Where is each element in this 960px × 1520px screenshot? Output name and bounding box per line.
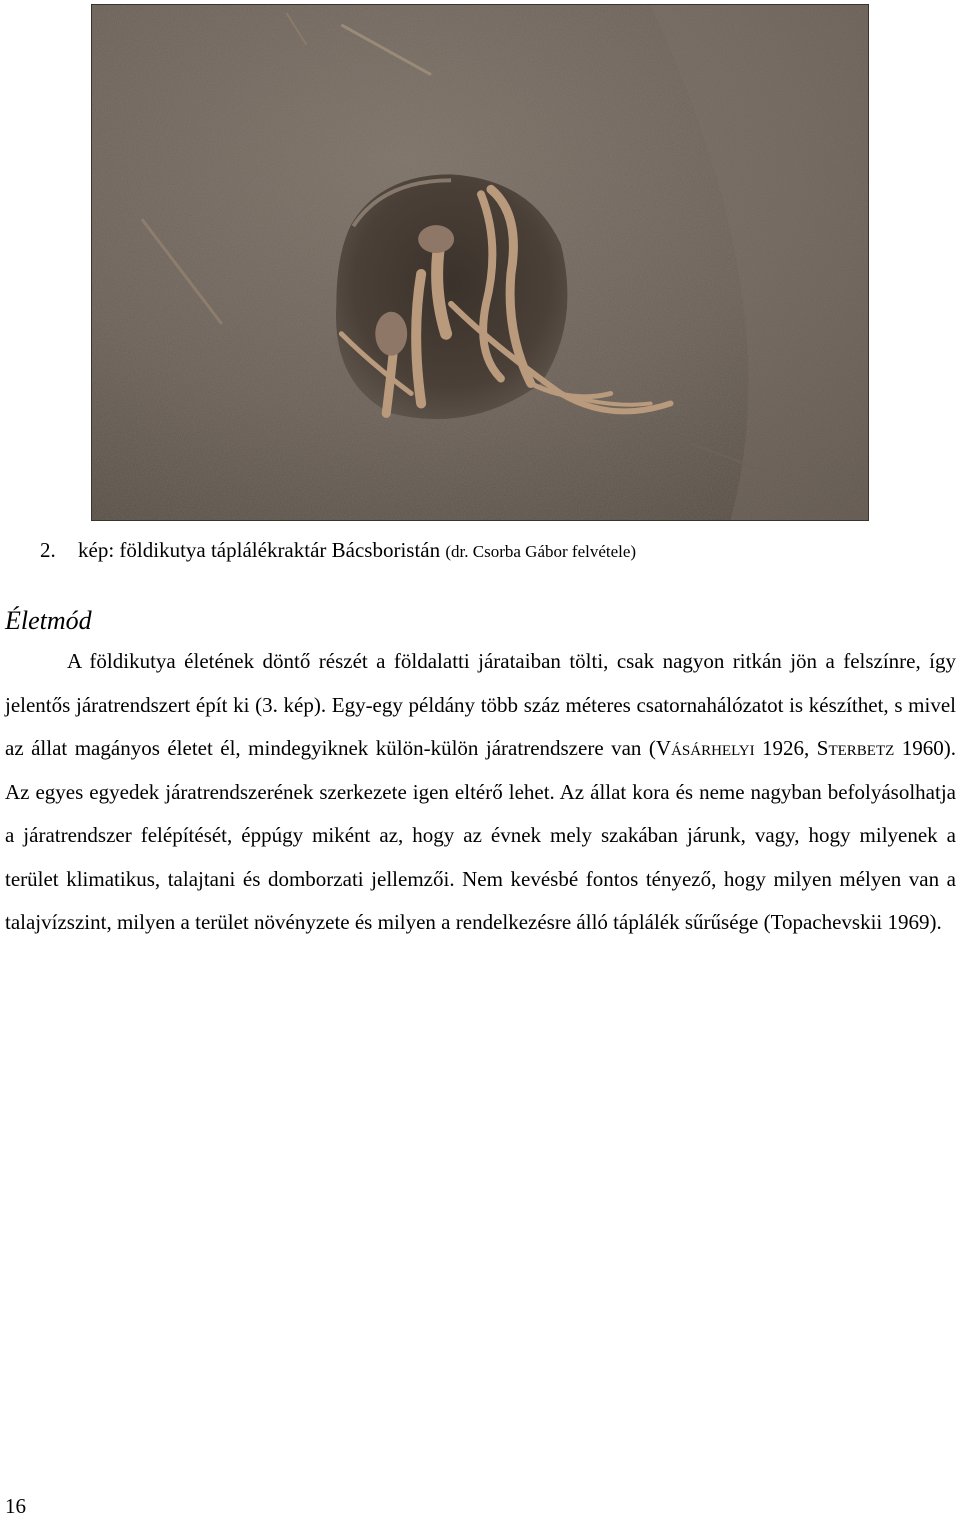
soil-burrow-image (92, 5, 868, 520)
citation-author-2: Sterbetz (816, 736, 895, 760)
figure-photo (91, 4, 869, 521)
caption-text: kép: földikutya táplálékraktár Bácsboristán (78, 538, 441, 562)
section-heading: Életmód (5, 606, 92, 635)
figure-caption (40, 536, 636, 566)
citation-year-1: 1926, (754, 736, 817, 760)
citation-author-1: Vásárhelyi (655, 736, 755, 760)
page-number: 16 (5, 1494, 26, 1518)
body-paragraph (5, 640, 956, 945)
paragraph-part-1: A földikutya életének döntő részét a földalatti járataiban tölti, csak nagyon ritkán jön a felszínre, így jelentős járatrendszert épít ki (3. kép). Egy-egy példány több száz méteres csatornahálózatot is készíthet, s mivel az állat magányos életet él, mindegyiknek külön-külön járatrendszere van ( (5, 649, 956, 760)
paragraph-part-2: 1960). Az egyes egyedek járatrendszerének szerkezete igen eltérő lehet. Az állat kora és neme nagyban befolyásolhatja a járatrendszer felépítését, éppúgy miként az, hogy az évnek mely szakában járunk, vagy, hogy milyenek a terület klimatikus, talajtani és domborzati jellemzői. Nem kevésbé fontos tényező, hogy milyen mélyen van a talajvízszint, milyen a terület növényzete és milyen a rendelkezésre álló táplálék sűrűsége (Topachevskii 1969). (5, 736, 956, 934)
caption-number: 2. (40, 538, 56, 562)
caption-credit: (dr. Csorba Gábor felvétele) (445, 542, 637, 561)
